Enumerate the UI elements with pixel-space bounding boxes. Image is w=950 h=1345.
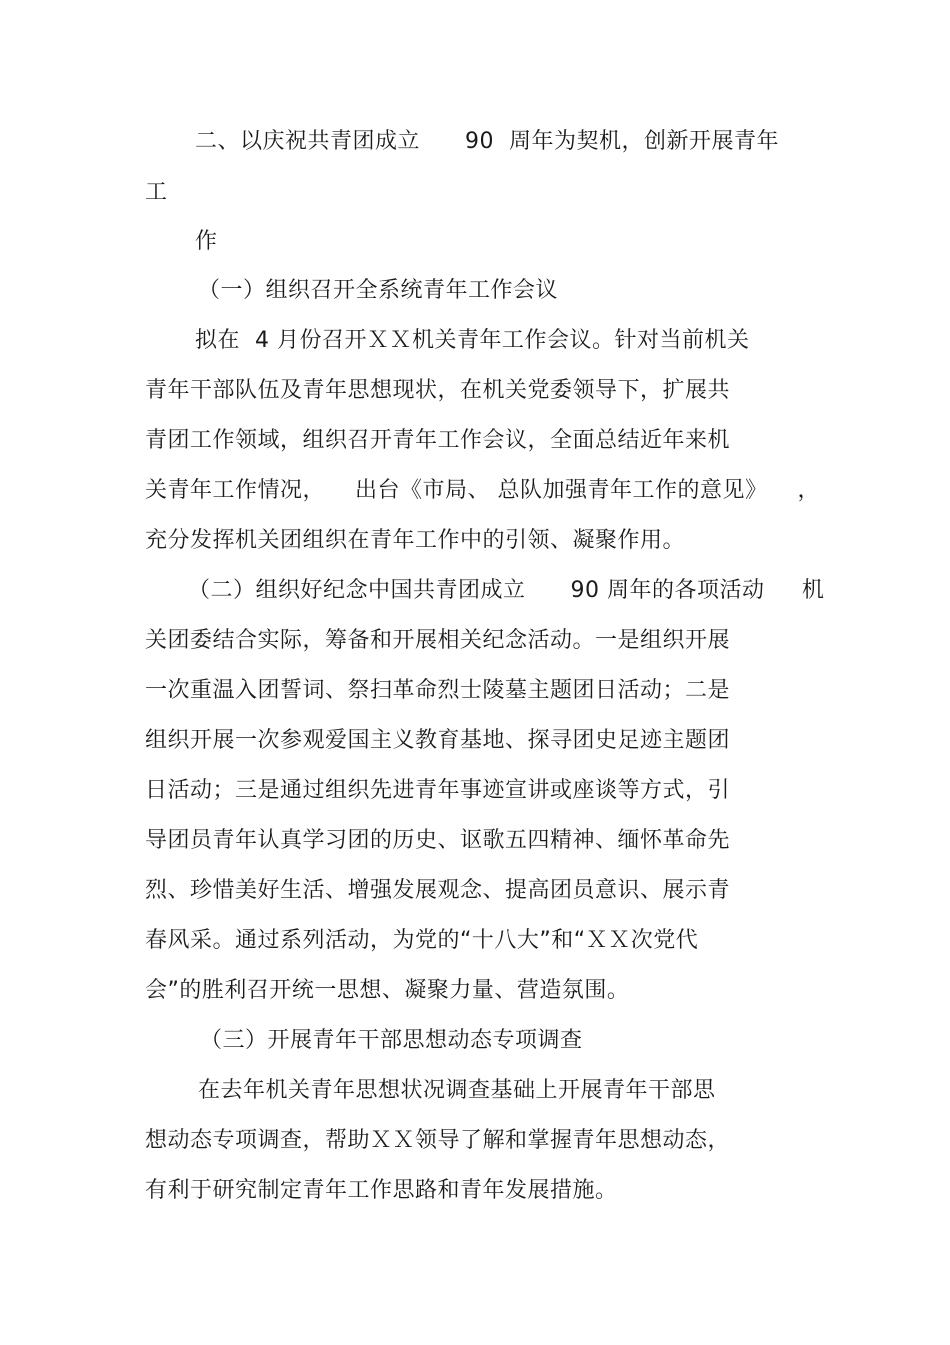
- subsection-2-line: 一次重温入团誓词、祭扫革命烈士陵墓主题团日活动；二是: [145, 678, 731, 703]
- subsection-2-line: 关团委结合实际，筹备和开展相关纪念活动。一是组织开展: [145, 628, 731, 653]
- subsection-3-line: 有利于研究制定青年工作思路和青年发展措施。: [145, 1178, 618, 1203]
- subsection-3-line: 想动态专项调查，帮助ＸＸ领导了解和掌握青年思想动态，: [145, 1128, 731, 1153]
- subsection-1-title: （一）组织召开全系统青年工作会议: [198, 278, 559, 303]
- subsection-2-line: 会”的胜利召开统一思想、凝聚力量、营造氛围。: [145, 978, 630, 1003]
- section-heading-line-2: 工: [145, 180, 168, 205]
- subsection-1-line: 青年干部队伍及青年思想现状，在机关党委领导下，扩展共: [145, 378, 731, 403]
- subsection-3-title: （三）开展青年干部思想动态专项调查: [200, 1028, 583, 1053]
- subsection-2-line: 日活动；三是通过组织先进青年事迹宣讲或座谈等方式，引: [145, 778, 731, 803]
- subsection-1-line: 充分发挥机关团组织在青年工作中的引领、凝聚作用。: [145, 528, 686, 553]
- subsection-1-line: 关青年工作情况， 出台《市局、 总队加强青年工作的意见》 ，: [145, 478, 820, 503]
- subsection-2-line: 组织开展一次参观爱国主义教育基地、探寻团史足迹主题团: [145, 728, 731, 753]
- subsection-2-line: 春风采。通过系列活动，为党的“十八大”和“ＸＸ次党代: [145, 928, 699, 953]
- subsection-2-title: （二）组织好纪念中国共青团成立 90 周年的各项活动 机: [188, 578, 825, 603]
- subsection-1-line: 青团工作领域，组织召开青年工作会议，全面总结近年来机: [145, 428, 731, 453]
- section-heading-line-1: 二、以庆祝共青团成立 90 周年为契机，创新开展青年: [195, 129, 779, 154]
- subsection-3-line: 在去年机关青年思想状况调查基础上开展青年干部思: [198, 1078, 716, 1103]
- subsection-2-line: 导团员青年认真学习团的历史、讴歌五四精神、缅怀革命先: [145, 828, 731, 853]
- subsection-1-line: 拟在 4 月份召开ＸＸ机关青年工作会议。针对当前机关: [195, 328, 750, 353]
- section-heading-line-3: 作: [195, 229, 218, 254]
- subsection-2-line: 烈、珍惜美好生活、增强发展观念、提高团员意识、展示青: [145, 878, 731, 903]
